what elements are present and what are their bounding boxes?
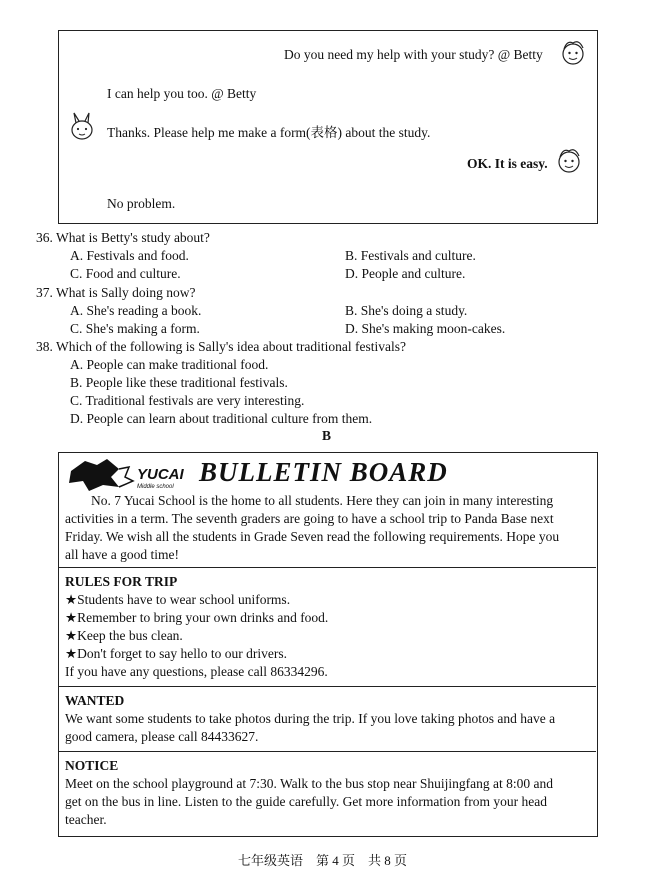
question-text: What is Betty's study about? — [56, 230, 210, 245]
option-c: C. Traditional festivals are very interesting. — [70, 393, 305, 408]
divider — [59, 567, 596, 568]
chat-message: No problem. — [107, 196, 176, 211]
option-d: D. People and culture. — [345, 266, 466, 281]
chat-message: Do you need my help with your study? @ Betty — [284, 47, 543, 62]
rule-item: ★Don't forget to say hello to our drivers. — [65, 646, 287, 661]
option-b: B. People like these traditional festivals. — [70, 375, 288, 390]
wanted-line: We want some students to take photos during the trip. If you love taking photos and have a — [65, 711, 556, 726]
sally-avatar-icon — [67, 111, 97, 147]
option-a: A. She's reading a book. — [70, 303, 202, 318]
yucai-logo — [67, 457, 197, 497]
betty-avatar-icon — [557, 37, 589, 73]
question-number: 37. — [36, 285, 53, 300]
notice-line: teacher. — [65, 812, 107, 827]
notice-line: Meet on the school playground at 7:30. Walk to the bus stop near Shuijingfang at 8:00 and — [65, 776, 553, 791]
option-d: D. She's making moon-cakes. — [345, 321, 506, 336]
divider — [59, 686, 596, 687]
option-c: C. Food and culture. — [70, 266, 181, 281]
betty-avatar-icon — [553, 145, 585, 181]
board-title: BULLETIN BOARD — [199, 457, 448, 487]
intro-line: all have a good time! — [65, 547, 179, 562]
question-text: What is Sally doing now? — [56, 285, 196, 300]
intro-line: No. 7 Yucai School is the home to all students. Here they can join in many interesting — [91, 493, 554, 508]
section-b-label: B — [322, 428, 332, 443]
option-a: A. Festivals and food. — [70, 248, 189, 263]
option-a: A. People can make traditional food. — [70, 357, 269, 372]
option-b: B. She's doing a study. — [345, 303, 468, 318]
wanted-heading: WANTED — [65, 693, 125, 708]
bulletin-board — [58, 452, 598, 837]
question-number: 36. — [36, 230, 53, 245]
rule-item: ★Remember to bring your own drinks and food. — [65, 610, 329, 625]
rule-item: ★Students have to wear school uniforms. — [65, 592, 291, 607]
notice-heading: NOTICE — [65, 758, 119, 773]
intro-line: activities in a term. The seventh graders are going to have a school trip to Panda Base next — [65, 511, 554, 526]
logo-text: YUCAI — [137, 466, 184, 483]
page-footer: 七年级英语 第 4 页 共 8 页 — [238, 853, 408, 868]
question-number: 38. — [36, 339, 53, 354]
rules-heading: RULES FOR TRIP — [65, 574, 178, 589]
rules-contact: If you have any questions, please call 86334296. — [65, 664, 328, 679]
rule-item: ★Keep the bus clean. — [65, 628, 183, 643]
question-text: Which of the following is Sally's idea about traditional festivals? — [56, 339, 406, 354]
option-c: C. She's making a form. — [70, 321, 200, 336]
divider — [59, 751, 596, 752]
option-b: B. Festivals and culture. — [345, 248, 476, 263]
chat-box — [58, 30, 598, 224]
intro-line: Friday. We wish all the students in Grade Seven read the following requirements. Hope you — [65, 529, 560, 544]
chat-message: Thanks. Please help me make a form(表格) about the study. — [107, 125, 431, 140]
wanted-line: good camera, please call 84433627. — [65, 729, 259, 744]
option-d: D. People can learn about traditional culture from them. — [70, 411, 373, 426]
chat-message: I can help you too. @ Betty — [107, 86, 257, 101]
logo-subtext: Middle school — [137, 484, 174, 490]
notice-line: get on the bus in line. Listen to the guide carefully. Get more information from your head — [65, 794, 547, 809]
chat-message: OK. It is easy. — [467, 156, 548, 171]
